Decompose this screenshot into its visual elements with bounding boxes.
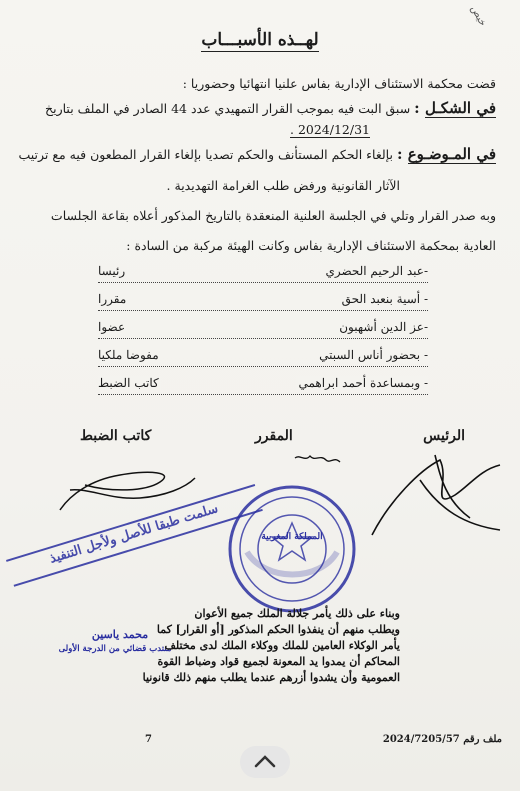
panel-member bbox=[98, 376, 428, 395]
signature-label-clerk: كاتب الضبط bbox=[80, 428, 152, 444]
enforcement-line: ويطلب منهم أن ينفذوا الحكم المذكور [أو القرار] كما bbox=[156, 623, 400, 636]
issued-line1: وبه صدر القرار وتلي في الجلسة العلنية المنعقدة بالتاريخ المذكور أعلاه بقاعة الجلسات bbox=[50, 208, 496, 223]
certified-copy-stamp: سلمت طبقا للأصل ولأجل التنفيذ bbox=[6, 484, 263, 587]
issued-line2: العادية بمحكمة الاستئناف الإدارية بفاس وكانت الهيئة مركبة من السادة : bbox=[126, 238, 496, 253]
signature-label-president: الرئيس bbox=[423, 428, 465, 444]
panel-member bbox=[98, 348, 428, 367]
enforcement-line: وبناء على ذلك يأمر جلالة الملك جميع الأعوان bbox=[194, 607, 400, 620]
intro-line: قضت محكمة الاستئناف الإدارية بفاس علنيا انتهائيا وحضوريا : bbox=[182, 76, 496, 91]
panel-member-role: رئيسا bbox=[98, 264, 126, 278]
form-date bbox=[290, 121, 370, 139]
corner-note: خيص bbox=[468, 4, 489, 29]
president-signature bbox=[372, 455, 500, 535]
panel-member-role: مقررا bbox=[98, 292, 127, 306]
chevron-up-icon bbox=[240, 746, 290, 778]
official-title: منتدب قضائي من الدرجة الأولى bbox=[58, 644, 172, 654]
panel-member-name: - وبمساعدة أحمد ابراهمي bbox=[298, 376, 428, 390]
panel-member bbox=[98, 264, 428, 283]
scroll-up-button[interactable] bbox=[240, 746, 290, 778]
clerk-signature bbox=[60, 472, 195, 510]
subject-label-text: في المـوضـوع bbox=[407, 145, 496, 163]
enforcement-line: المحاكم أن يمدوا يد المعونة لجميع قواد وضباط القوة bbox=[157, 655, 400, 668]
panel-member-name: - أسية بنعبد الحق bbox=[341, 292, 428, 306]
subject-line2: الآثار القانونية ورفض طلب الغرامة التهديدية . bbox=[166, 178, 400, 193]
panel-member bbox=[98, 292, 428, 311]
panel-member-name: -عبد الرحيم الحضري bbox=[325, 264, 428, 278]
enforcement-line: العمومية وأن يشدوا أزرهم عندما يطلب منهم ذلك قانونيا bbox=[142, 671, 400, 684]
form-label-text: في الشكـل bbox=[424, 99, 496, 117]
subject-line bbox=[18, 145, 496, 164]
rapporteur-signature bbox=[295, 456, 340, 462]
subject-text: بإلغاء الحكم المستأنف والحكم تصديا بإلغاء القرار المطعون فيه مع ترتيب bbox=[18, 147, 393, 162]
panel-member-role: مفوضا ملكيا bbox=[98, 348, 159, 362]
subject-label: في المـوضـوع : bbox=[396, 145, 496, 163]
file-number: ملف رقم 2024/7205/57 bbox=[382, 734, 502, 745]
panel-member bbox=[98, 320, 428, 339]
panel-member-name: -عز الدين أشهبون bbox=[339, 320, 428, 334]
title-text: لهــذه الأسبـــاب bbox=[201, 30, 319, 50]
panel-member-role: عضوا bbox=[98, 320, 126, 334]
signature-label-rapporteur: المقرر bbox=[255, 428, 293, 444]
enforcement-line: يأمر الوكلاء العامين للملك ووكلاء الملك لدى مختلف bbox=[164, 639, 400, 652]
form-line bbox=[45, 99, 496, 118]
form-text: سبق البت فيه بموجب القرار التمهيدي عدد 44 الصادر في الملف بتاريخ bbox=[45, 101, 411, 116]
panel-member-role: كاتب الضبط bbox=[98, 376, 159, 390]
page-title bbox=[0, 30, 520, 50]
official-name: محمد ياسين bbox=[91, 628, 149, 641]
form-date-text: 2024/12/31 . bbox=[290, 122, 370, 137]
form-label: في الشكـل : bbox=[414, 99, 496, 117]
page-number: 7 bbox=[145, 734, 152, 745]
seal-text: المملكة المغربية bbox=[261, 532, 323, 542]
panel-member-name: - بحضور أناس السبتي bbox=[319, 348, 428, 362]
